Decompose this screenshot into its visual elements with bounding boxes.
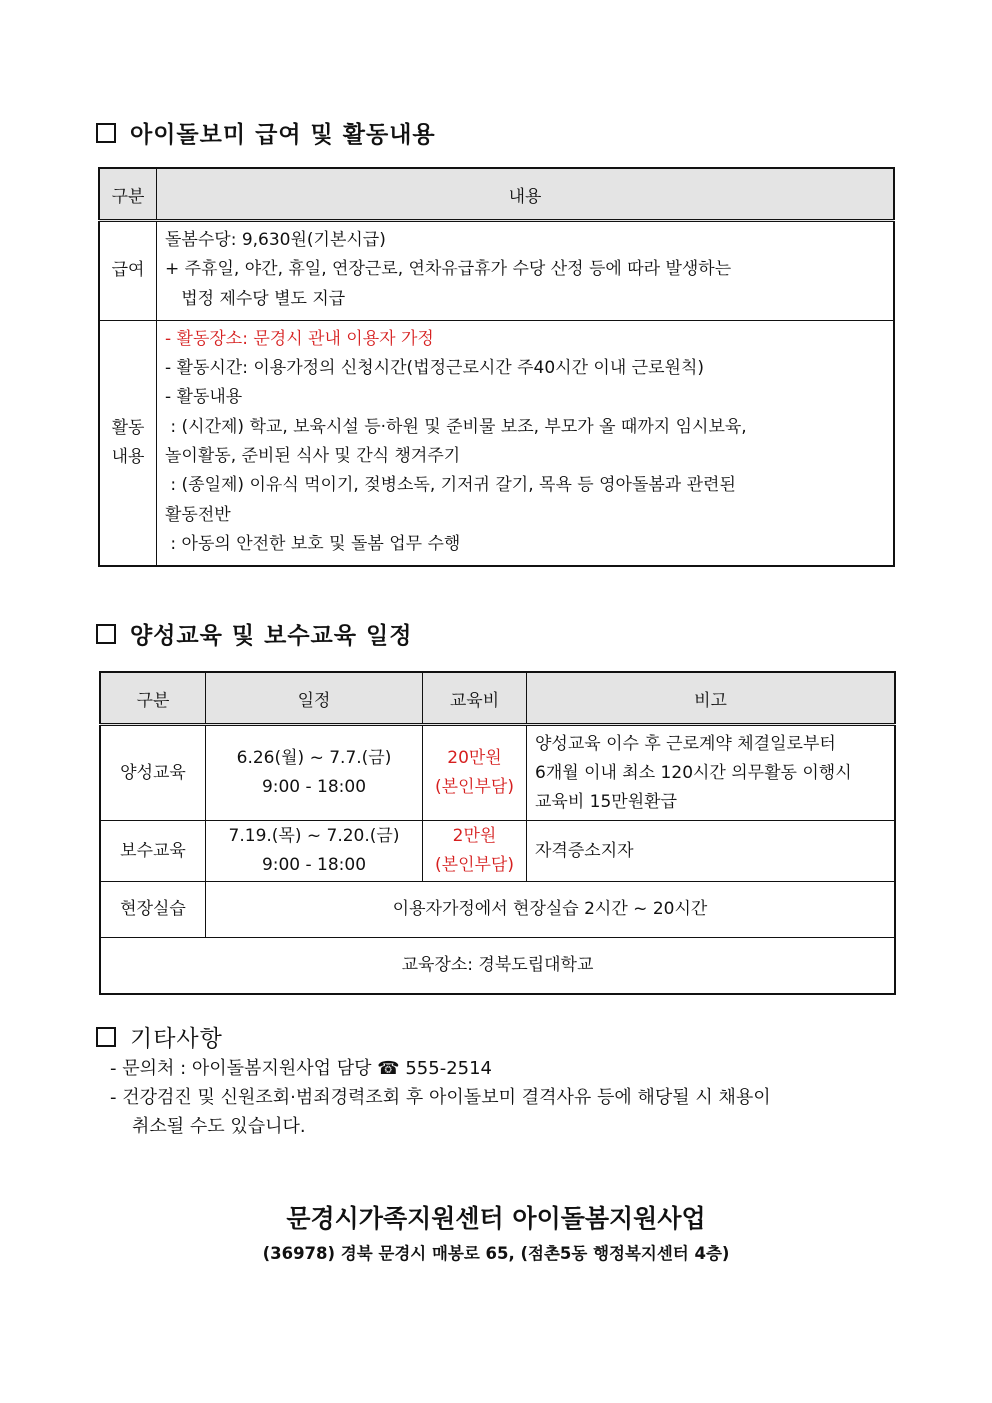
- fee-amount: 2만원: [452, 826, 497, 846]
- row-type: 보수교육: [100, 821, 206, 882]
- row-date: 6.26(월) ~ 7.7.(금): [236, 748, 392, 768]
- fee-amount: 20만원: [447, 748, 502, 768]
- section-title-text: 기타사항: [130, 1026, 223, 1052]
- header-category: 구분: [100, 672, 206, 725]
- section-title-text: 아이돌보미 급여 및 활동내용: [130, 122, 436, 148]
- activity-line: 놀이활동, 준비된 식사 및 간식 챙겨주기: [165, 446, 461, 467]
- section-title-pay: [96, 116, 436, 149]
- header-content: 내용: [157, 168, 895, 221]
- section-title-etc: [96, 1020, 223, 1053]
- table-row: [100, 938, 895, 994]
- checkbox-square-icon: [96, 123, 116, 143]
- activity-label-line: 내용: [111, 447, 145, 468]
- pay-line: 법정 제수당 별도 지급: [165, 288, 346, 309]
- contact-line: - 문의처 : 아이돌봄지원사업 담당 ☎ 555-2514: [110, 1058, 493, 1079]
- table-row: [100, 725, 895, 821]
- section-title-education: [96, 617, 412, 650]
- pay-line: + 주휴일, 야간, 휴일, 연장근로, 연차유급휴가 수당 산정 등에 따라 발생하는: [165, 259, 732, 280]
- notice-line: 취소될 수도 있습니다.: [132, 1116, 306, 1137]
- table-row: [100, 882, 895, 938]
- row-note: [527, 725, 896, 821]
- row-schedule: [206, 821, 423, 882]
- fee-note: (본인부담): [435, 855, 514, 875]
- row-time: 9:00 - 18:00: [261, 855, 367, 875]
- row-fee: [423, 725, 527, 821]
- activity-line: - 활동내용: [165, 387, 243, 408]
- pay-content: [157, 221, 895, 321]
- activity-line: : 아동의 안전한 보호 및 돌봄 업무 수행: [165, 533, 461, 554]
- fee-note: (본인부담): [435, 777, 514, 797]
- header-note: 비고: [527, 672, 896, 725]
- activity-line: : (시간제) 학교, 보육시설 등·하원 및 준비물 보조, 부모가 올 때까지 임시보육,: [165, 416, 747, 437]
- row-time: 9:00 - 18:00: [261, 777, 367, 797]
- note-line: 6개월 이내 최소 120시간 의무활동 이행시: [535, 762, 852, 783]
- activity-content: [157, 320, 895, 566]
- pay-line: 돌봄수당: 9,630원(기본시급): [165, 230, 386, 250]
- activity-location-line: - 활동장소: 문경시 관내 이용자 가정: [165, 328, 434, 349]
- header-schedule: 일정: [206, 672, 423, 725]
- row-note: [527, 821, 896, 882]
- pay-activity-table: [98, 167, 895, 567]
- activity-label: [99, 320, 157, 566]
- table-header-row: [100, 672, 895, 725]
- header-fee: 교육비: [423, 672, 527, 725]
- table-row: [99, 320, 894, 566]
- note-line: 교육비 15만원환급: [535, 791, 677, 812]
- note-line: 자격증소지자: [535, 840, 634, 861]
- section-title-text: 양성교육 및 보수교육 일정: [130, 623, 413, 649]
- notice-line: - 건강검진 및 신원조회·범죄경력조회 후 아이돌보미 결격사유 등에 해당될 시 채용이: [110, 1087, 771, 1108]
- row-date: 7.19.(목) ~ 7.20.(금): [228, 826, 400, 846]
- activity-label-line: 활동: [111, 418, 145, 439]
- activity-line: : (종일제) 이유식 먹이기, 젖병소독, 기저귀 갈기, 목욕 등 영아돌봄과 관련된: [165, 475, 736, 496]
- table-row: [100, 821, 895, 882]
- table-header-row: [99, 168, 894, 221]
- footer-address: (36978) 경북 문경시 매봉로 65, (점촌5동 행정복지센터 4층): [262, 1244, 730, 1263]
- practice-text: 이용자가정에서 현장실습 2시간 ~ 20시간: [206, 882, 896, 938]
- row-schedule: [206, 725, 423, 821]
- footer-title: 문경시가족지원센터 아이돌봄지원사업: [286, 1204, 706, 1233]
- pay-label: 급여: [99, 221, 157, 321]
- row-type: 현장실습: [100, 882, 206, 938]
- activity-line: 활동전반: [165, 504, 231, 525]
- activity-line: - 활동시간: 이용가정의 신청시간(법정근로시간 주40시간 이내 근로원칙): [165, 358, 704, 379]
- checkbox-square-icon: [96, 624, 116, 644]
- row-type: 양성교육: [100, 725, 206, 821]
- note-line: 양성교육 이수 후 근로계약 체결일로부터: [535, 733, 836, 754]
- education-schedule-table: [99, 671, 896, 995]
- education-location: 교육장소: 경북도립대학교: [100, 938, 895, 994]
- header-category: 구분: [99, 168, 157, 221]
- table-row: [99, 221, 894, 321]
- row-fee: [423, 821, 527, 882]
- checkbox-square-icon: [96, 1027, 116, 1047]
